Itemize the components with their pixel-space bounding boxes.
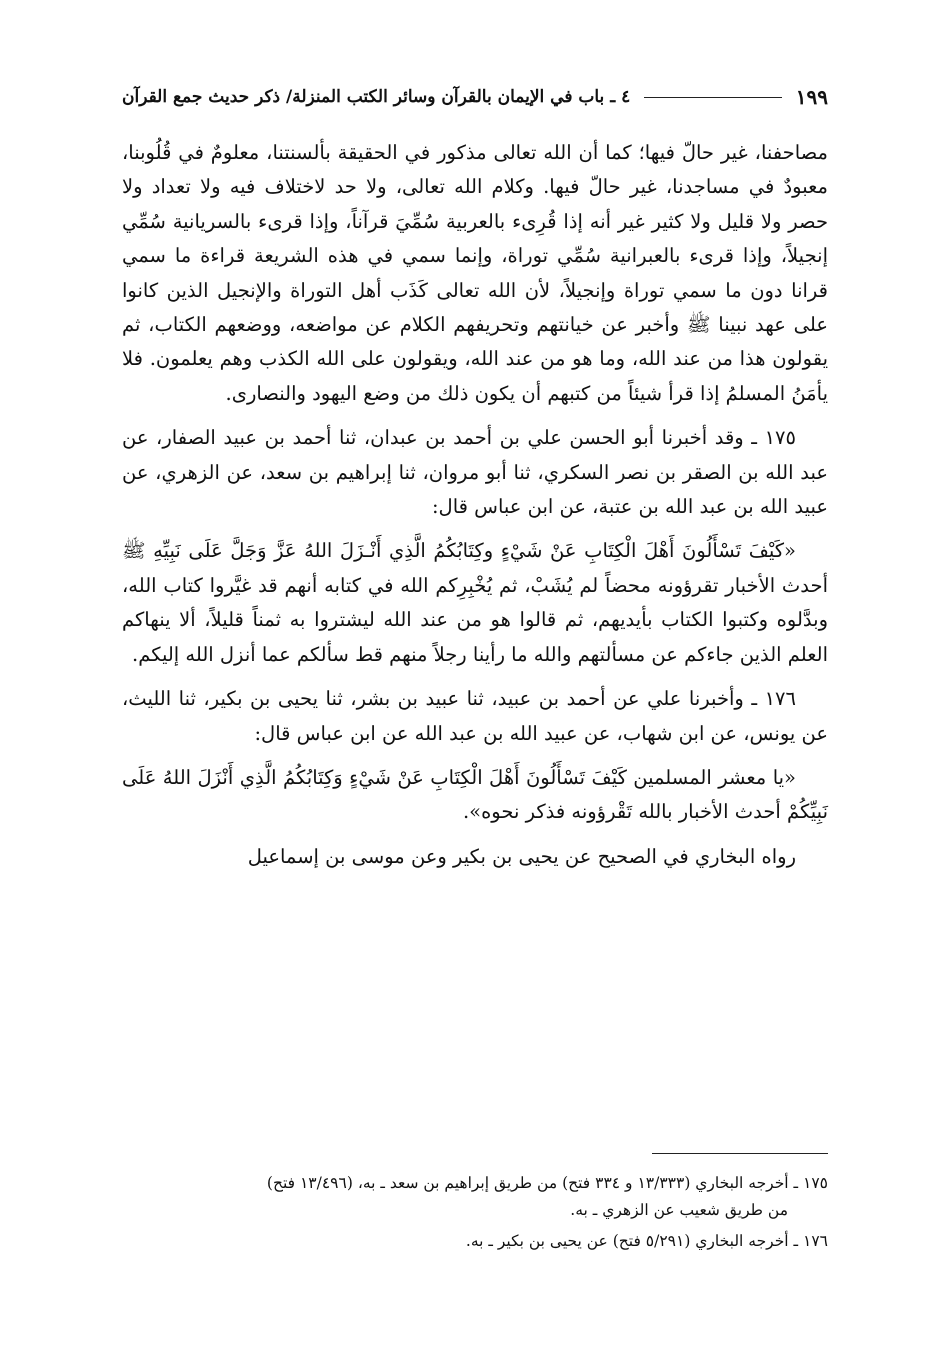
footnote-175-line1: ١٧٥ ـ أخرجه البخاري (١٣/٣٣٣ و ٣٣٤ فتح) من طريق إبراهيم بن سعد ـ به، (١٣/٤٩٦ فتح) (266, 1174, 828, 1192)
hadith-175-isnad: ١٧٥ ـ وقد أخبرنا أبو الحسن علي بن أحمد بن عبدان، ثنا أحمد بن عبيد الصفار، عن عبد الله بن الصقر بن نصر السكري، ثنا أبو مروان، ثنا إبراهيم بن سعد، عن الزهري، عن عبيد الله بن عبد الله بن عتبة، عن ابن عباس قال: (122, 426, 828, 519)
footnote-separator (652, 1153, 828, 1154)
hadith-175-text: «كَيْفَ تَسْأَلُونَ أَهْلَ الْكِتَابِ عَنْ شَيْءٍ وكِتَابُكُمُ الَّذِي أَنْـزَلَ اللهُ عَزَّ وَجَلَّ عَلَى نَبِيِّهِ ﷺ أحدث الأخبار تقرؤونه محضاً لم يُشَبْ، ثم يُخْبِرِكم الله في كتابه أنهم قد غيَّروا كتاب الله، وبدَّلوه وكتبوا الكتاب بأيديهم، ثم قالوا هو من عند الله ليشتروا به ثمناً قليلاً، ألا ينهاكم العلم الذين جاءكم عن مسألتهم والله ما رأينا رجلاً منهم قط سألكم عما أنزل الله إليكم. (122, 539, 828, 666)
footnote-175-line2: من طريق شعيب عن الزهري ـ به. (570, 1201, 788, 1219)
footnote-176 (122, 1228, 828, 1255)
page-header (122, 80, 828, 114)
hadith-176-isnad: ١٧٦ ـ وأخبرنا علي عن أحمد بن عبيد، ثنا عبيد بن بشر، ثنا يحيى بن بكير، ثنا الليث، عن يونس، عن ابن شهاب، عن عبيد الله بن عبد الله عن ابن عباس قال: (122, 687, 828, 745)
footnote-175 (122, 1170, 828, 1224)
footnote-176-line1: ١٧٦ ـ أخرجه البخاري (٥/٢٩١ فتح) عن يحيى بن بكير ـ به. (465, 1232, 828, 1250)
page-number: ١٩٩ (795, 85, 828, 109)
header-rule (644, 97, 782, 98)
running-title: ٤ ـ باب في الإيمان بالقرآن وسائر الكتب المنزلة/ ذكر حديث جمع القرآن (122, 87, 631, 107)
main-text (122, 136, 828, 884)
paragraph-commentary: مصاحفنا، غير حالّ فيها؛ كما أن الله تعالى مذكور في الحقيقة بألسنتنا، معلومٌ في قُلُوبنا، معبودٌ في مساجدنا، غير حالّ فيها. وكلام الله تعالى، ولا حد لاختلاف فيه ولا تعداد ولا حصر ولا قليل ولا كثير غير أنه إذا قُرِىء بالعربية سُمِّيَ قرآناً، وإذا قرىء بالسريانية سُمِّي إنجيلاً، وإذا قرىء بالعبرانية سُمِّي توراة، وإنما سمي في هذه الشريعة قراءة ما سمي قرانا دون ما سمي توراة وإنجيلاً، لأن الله تعالى كَذَب أهل التوراة والإنجيل الذين كانوا على عهد نبينا ﷺ وأخبر عن خيانتهم وتحريفهم الكلام عن مواضعه، ووضعهم الكتاب، ثم يقولون هذا من عند الله، وما هو من عند الله، ويقولون على الله الكذب وهم يعلمون. فلا يأمَنُ المسلمُ إذا قرأ شيئاً من كتبهم أن يكون ذلك من وضع اليهود والنصارى. (122, 141, 828, 405)
hadith-176-text: «يا معشر المسلمين كَيْفَ تَسْأَلُونَ أَهْلَ الْكِتَابِ عَنْ شَيْءٍ وَكِتَابُكُمُ الَّذِي أَنْزَلَ اللهُ عَلَى نَبِيِّكُمْ أحدث الأخبار بالله تَقْرؤونه فذكر نحوه». (122, 765, 828, 824)
paragraph-bukhari-note: رواه البخاري في الصحيح عن يحيى بن بكير وعن موسى بن إسماعيل (247, 844, 796, 868)
footnotes (122, 1170, 828, 1259)
